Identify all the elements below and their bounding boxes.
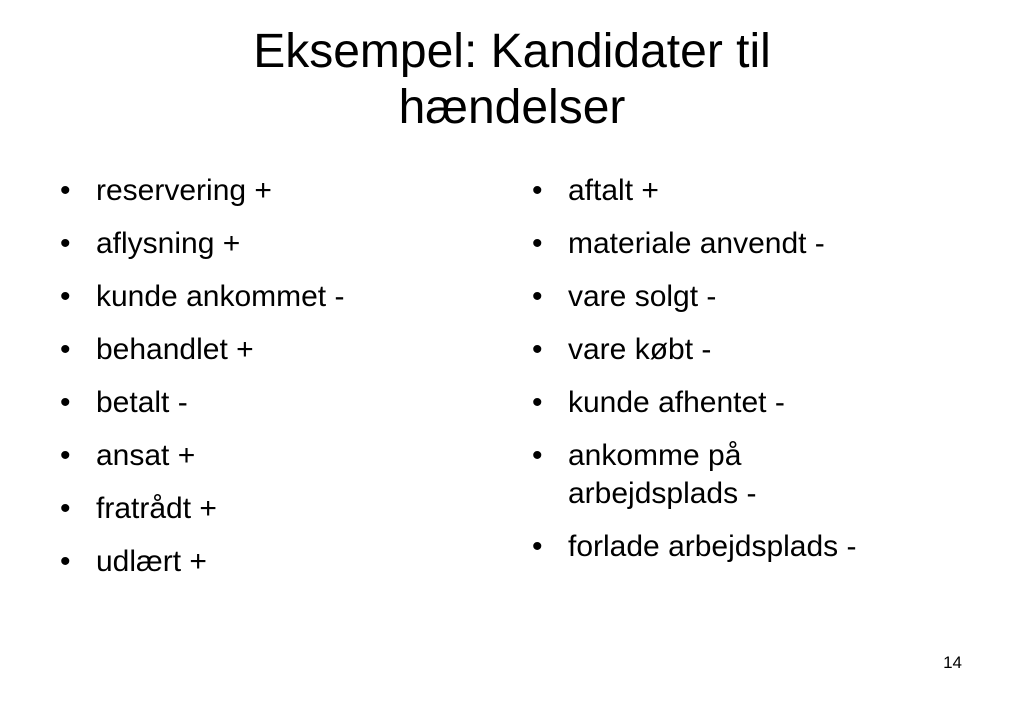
list-item-text: kunde afhentet - [568, 386, 785, 419]
bullet-icon: • [60, 280, 71, 313]
bullet-icon: • [532, 174, 543, 207]
list-item [60, 278, 480, 316]
list-item-text: kunde ankommet - [96, 280, 345, 313]
list-item [60, 384, 480, 422]
list-item [60, 437, 480, 475]
list-item [60, 172, 480, 210]
bullet-icon: • [60, 174, 71, 207]
bullet-icon: • [60, 386, 71, 419]
list-item-text: behandlet + [96, 333, 254, 366]
slide-title-line-2: hændelser [398, 81, 626, 134]
list-item [532, 384, 952, 422]
list-item-text: udlært + [96, 545, 207, 578]
list-item [532, 331, 952, 369]
list-item-text: materiale anvendt - [568, 227, 825, 260]
list-item [60, 490, 480, 528]
bullet-icon: • [532, 439, 543, 472]
page-number: 14 [943, 653, 962, 672]
slide-title [0, 24, 1024, 136]
left-bullet-list [60, 172, 480, 596]
list-item [532, 437, 828, 513]
list-item-text: aftalt + [568, 174, 659, 207]
list-item [532, 172, 952, 210]
bullet-icon: • [532, 227, 543, 260]
list-item [60, 331, 480, 369]
list-item-text: fratrådt + [96, 492, 217, 525]
right-bullet-list [532, 172, 952, 581]
slide-title-line-1: Eksempel: Kandidater til [253, 25, 771, 78]
list-item-text: vare solgt - [568, 280, 717, 313]
list-item [532, 225, 952, 263]
bullet-icon: • [532, 386, 543, 419]
list-item [532, 528, 952, 566]
list-item [532, 278, 952, 316]
list-item [60, 225, 480, 263]
bullet-icon: • [60, 545, 71, 578]
list-item-text: ansat + [96, 439, 196, 472]
bullet-icon: • [60, 439, 71, 472]
list-item-text: reservering + [96, 174, 272, 207]
bullet-icon: • [60, 227, 71, 260]
list-item-text: betalt - [96, 386, 188, 419]
bullet-icon: • [532, 280, 543, 313]
list-item-text: ankomme på arbejdsplads - [568, 439, 757, 510]
list-item-text: forlade arbejdsplads - [568, 530, 857, 563]
bullet-icon: • [60, 333, 71, 366]
bullet-icon: • [60, 492, 71, 525]
list-item-text: aflysning + [96, 227, 241, 260]
list-item [60, 543, 480, 581]
bullet-icon: • [532, 333, 543, 366]
list-item-text: vare købt - [568, 333, 712, 366]
bullet-icon: • [532, 530, 543, 563]
